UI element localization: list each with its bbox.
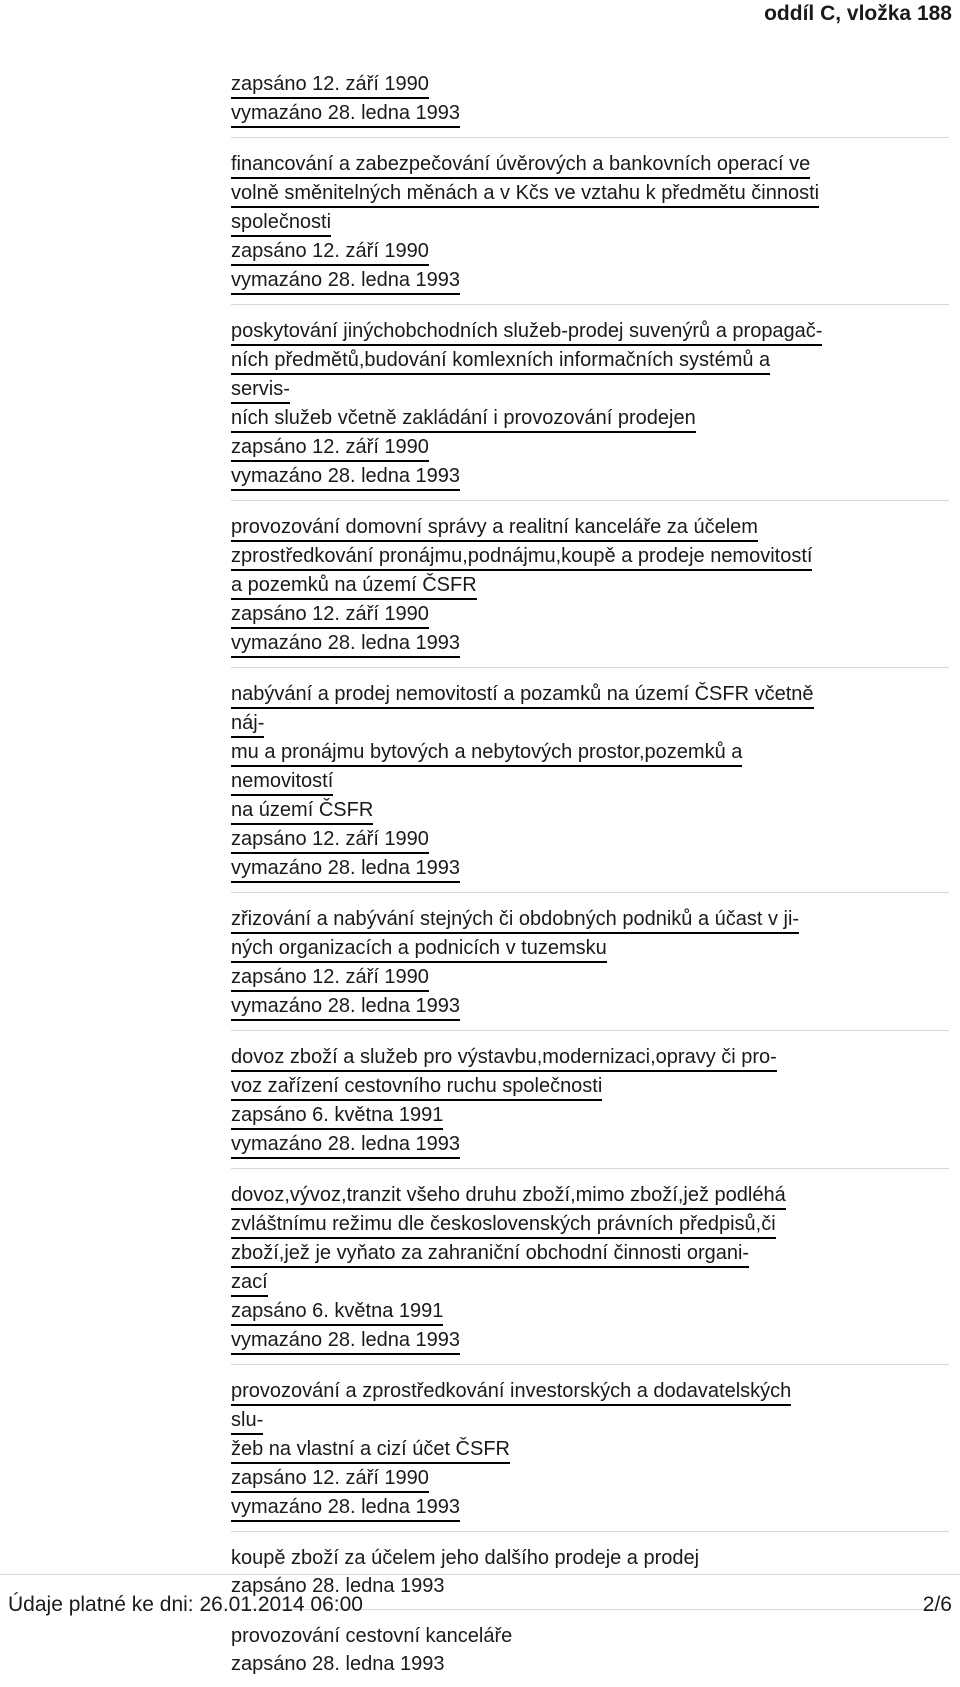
- entry-line-text: na území ČSFR: [231, 798, 373, 825]
- entry-line-text: zprostředkování pronájmu,podnájmu,koupě a prodeje nemovitostí: [231, 544, 812, 571]
- entry-line: [231, 963, 949, 992]
- entry-line: [231, 404, 949, 433]
- entry-line-text: provozování cestovní kanceláře: [231, 1625, 513, 1647]
- entry-line: [231, 70, 949, 99]
- entry-line-text: slu-: [231, 1408, 263, 1435]
- entry-line: [231, 462, 949, 491]
- register-entry: [231, 70, 949, 138]
- register-entry: [231, 513, 949, 668]
- entry-line: [231, 346, 949, 375]
- entry-line: [231, 1297, 949, 1326]
- entry-line: [231, 796, 949, 825]
- entry-line: [231, 1650, 949, 1678]
- register-entry: [231, 680, 949, 893]
- entry-line-text: nemovitostí: [231, 769, 333, 796]
- entry-line: [231, 1622, 949, 1650]
- entry-line: [231, 150, 949, 179]
- entry-line-text: zapsáno 12. září 1990: [231, 827, 429, 854]
- entry-line-text: zapsáno 6. května 1991: [231, 1103, 443, 1130]
- entry-line: [231, 680, 949, 709]
- register-entry: [231, 905, 949, 1031]
- entry-line: [231, 1181, 949, 1210]
- entry-line: [231, 1239, 949, 1268]
- entry-line: [231, 854, 949, 883]
- entry-line-text: poskytování jinýchobchodních služeb-prodej suvenýrů a propagač-: [231, 319, 822, 346]
- entry-line: [231, 1101, 949, 1130]
- entry-line: [231, 738, 949, 767]
- entry-line: [231, 767, 949, 796]
- entry-line-text: vymazáno 28. ledna 1993: [231, 1328, 460, 1355]
- header-title: oddíl C, vložka 188: [764, 2, 952, 25]
- entry-line-text: vymazáno 28. ledna 1993: [231, 101, 460, 128]
- entry-line-text: vymazáno 28. ledna 1993: [231, 994, 460, 1021]
- entry-line: [231, 433, 949, 462]
- entry-line-text: a pozemků na území ČSFR: [231, 573, 477, 600]
- entry-line-text: nabývání a prodej nemovitostí a pozamků na území ČSFR včetně: [231, 682, 814, 709]
- entry-line: [231, 1493, 949, 1522]
- entry-line: [231, 237, 949, 266]
- entry-line-text: zapsáno 6. května 1991: [231, 1299, 443, 1326]
- entry-line-text: žeb na vlastní a cizí účet ČSFR: [231, 1437, 510, 1464]
- entry-line-text: zřizování a nabývání stejných či obdobných podniků a účast v ji-: [231, 907, 799, 934]
- entry-line: [231, 542, 949, 571]
- entry-line: [231, 600, 949, 629]
- page-header: [764, 0, 952, 50]
- entry-line: [231, 709, 949, 738]
- entry-line-text: ných organizacích a podnicích v tuzemsku: [231, 936, 607, 963]
- entry-line: [231, 1377, 949, 1406]
- register-entry: [231, 1181, 949, 1365]
- entry-line-text: vymazáno 28. ledna 1993: [231, 464, 460, 491]
- entry-line-text: mu a pronájmu bytových a nebytových prostor,pozemků a: [231, 740, 742, 767]
- entry-line-text: dovoz,vývoz,tranzit všeho druhu zboží,mimo zboží,jež podléhá: [231, 1183, 786, 1210]
- entry-line: [231, 1435, 949, 1464]
- entry-line-text: voz zařízení cestovního ruchu společnosti: [231, 1074, 602, 1101]
- entry-line-text: zací: [231, 1270, 268, 1297]
- entry-line-text: vymazáno 28. ledna 1993: [231, 856, 460, 883]
- entry-line-text: zapsáno 12. září 1990: [231, 435, 429, 462]
- entry-line-text: provozování domovní správy a realitní kanceláře za účelem: [231, 515, 758, 542]
- entry-line-text: koupě zboží za účelem jeho dalšího prodeje a prodej: [231, 1547, 700, 1569]
- register-entry: [231, 150, 949, 305]
- entry-line-text: společnosti: [231, 210, 331, 237]
- register-entry: [231, 317, 949, 501]
- entry-line-text: zapsáno 12. září 1990: [231, 239, 429, 266]
- entry-line: [231, 905, 949, 934]
- entry-line: [231, 1464, 949, 1493]
- entry-line-text: servis-: [231, 377, 290, 404]
- entry-line-text: zboží,jež je vyňato za zahraniční obchodní činnosti organi-: [231, 1241, 749, 1268]
- entry-line: [231, 513, 949, 542]
- entry-line-text: vymazáno 28. ledna 1993: [231, 268, 460, 295]
- entry-line: [231, 99, 949, 128]
- register-entry: [231, 1043, 949, 1169]
- register-entries: [231, 70, 949, 1687]
- entry-line: [231, 934, 949, 963]
- entry-line: [231, 825, 949, 854]
- entry-line: [231, 571, 949, 600]
- register-entry: [231, 1622, 949, 1687]
- entry-line-text: ních předmětů,budování komlexních informačních systémů a: [231, 348, 770, 375]
- entry-line: [231, 266, 949, 295]
- entry-line: [231, 1210, 949, 1239]
- entry-line: [231, 1326, 949, 1355]
- entry-line-text: ních služeb včetně zakládání i provozování prodejen: [231, 406, 696, 433]
- entry-line: [231, 1043, 949, 1072]
- entry-line: [231, 1406, 949, 1435]
- entry-line-text: vymazáno 28. ledna 1993: [231, 1495, 460, 1522]
- entry-line-text: náj-: [231, 711, 264, 738]
- entry-line: [231, 992, 949, 1021]
- entry-line-text: volně směnitelných měnách a v Kčs ve vztahu k předmětu činnosti: [231, 181, 819, 208]
- entry-line-text: zapsáno 28. ledna 1993: [231, 1575, 445, 1597]
- validity-date: Údaje platné ke dni: 26.01.2014 06:00: [8, 1593, 363, 1616]
- entry-line-text: dovoz zboží a služeb pro výstavbu,modernizaci,opravy či pro-: [231, 1045, 777, 1072]
- entry-line: [231, 375, 949, 404]
- entry-line: [231, 317, 949, 346]
- entry-line-text: zapsáno 12. září 1990: [231, 1466, 429, 1493]
- entry-line-text: zapsáno 12. září 1990: [231, 602, 429, 629]
- entry-line-text: vymazáno 28. ledna 1993: [231, 631, 460, 658]
- entry-line: [231, 179, 949, 208]
- entry-line: [231, 629, 949, 658]
- entry-line: [231, 1544, 949, 1572]
- entry-line-text: zapsáno 12. září 1990: [231, 72, 429, 99]
- entry-line: [231, 208, 949, 237]
- entry-line-text: zapsáno 28. ledna 1993: [231, 1653, 445, 1675]
- page-number: 2/6: [922, 1593, 952, 1616]
- entry-line-text: zapsáno 12. září 1990: [231, 965, 429, 992]
- entry-line: [231, 1130, 949, 1159]
- entry-line-text: vymazáno 28. ledna 1993: [231, 1132, 460, 1159]
- entry-line: [231, 1072, 949, 1101]
- entry-line-text: zvláštnímu režimu dle československých právních předpisů,či: [231, 1212, 776, 1239]
- entry-line: [231, 1268, 949, 1297]
- register-entry: [231, 1377, 949, 1532]
- entry-line-text: provozování a zprostředkování investorských a dodavatelských: [231, 1379, 791, 1406]
- entry-line-text: financování a zabezpečování úvěrových a bankovních operací ve: [231, 152, 810, 179]
